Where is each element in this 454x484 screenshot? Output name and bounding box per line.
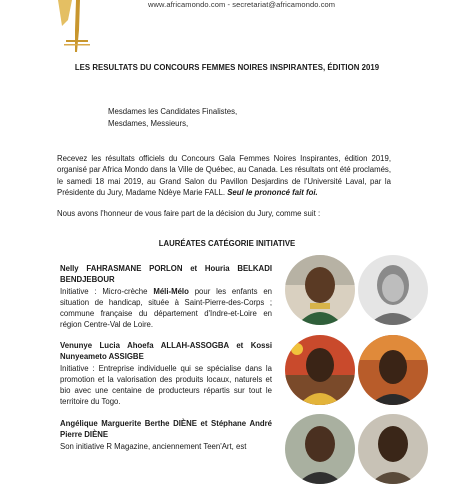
document-title: LES RESULTATS DU CONCOURS FEMMES NOIRES INSPIRANTES, ÉDITION 2019 [74,63,380,72]
laureate-photo [358,335,428,405]
laureate-entry [60,263,272,331]
laureate-names: Nelly FAHRASMANE PORLON et Houria BELKADI BENDJEBOUR [60,264,272,285]
laureate-names: Angélique Marguerite Berthe DIÈNE et Stéphane André Pierre DIÈNE [60,419,272,440]
laureate-description [60,286,272,331]
laureate-description: Son initiative R Magazine, anciennement Teen'Art, est [60,441,247,451]
laureate-description: Initiative : Entreprise individuelle qui se spécialise dans la promotion et la valorisation des produits locaux, naturels et bio avec une centaine de producteurs répartis sur tout le territoire du Togo. [60,363,272,407]
laureate-photo [358,414,428,484]
paragraph-text: Recevez les résultats officiels du Concours Gala Femmes Noires Inspirantes, édition 2019, organisé par Africa Mondo dans la Ville de Québec, au Canada. Les résultats ont été proclamés, le samedi 18 mai 2019, au Grand Salon du Pavillon Desjardins de l'Université Laval, par la Présidente du Jury, Madame Ndèye Marie FALL. [57,154,391,197]
laureate-photo [285,335,355,405]
laureate-photo [358,255,428,325]
laureate-photo [285,414,355,484]
results-paragraph [57,153,391,198]
salutation-line-2: Mesdames, Messieurs, [108,119,189,128]
africa-mondo-logo [58,0,92,52]
category-heading: LAURÉATES CATÉGORIE INITIATIVE [158,239,296,248]
laureate-photo [285,255,355,325]
paragraph-emphasis: Seul le prononcé fait foi. [227,187,318,197]
announcement-paragraph: Nous avons l'honneur de vous faire part de la décision du Jury, comme suit : [57,209,321,218]
desc-bold: Méli-Mélo [153,286,189,296]
desc-text-end: pour les enfants en situation de handicap, située à Saint-Pierre-des-Corps ; commune française du département d'Indre-et-Loire en région Centre-Val de Loire. [60,286,272,330]
laureate-names: Venunye Lucia Ahoefa ALLAH-ASSOGBA et Kossi Nunyeameto ASSIGBE [60,341,272,362]
salutation-line-1: Mesdames les Candidates Finalistes, [108,107,238,116]
laureate-entry [60,340,272,408]
laureate-entry [60,418,272,452]
salutation [108,106,237,130]
desc-text: Initiative : Micro-crèche [60,286,154,296]
contact-info: www.africamondo.com - secretariat@africamondo.com [148,0,336,9]
